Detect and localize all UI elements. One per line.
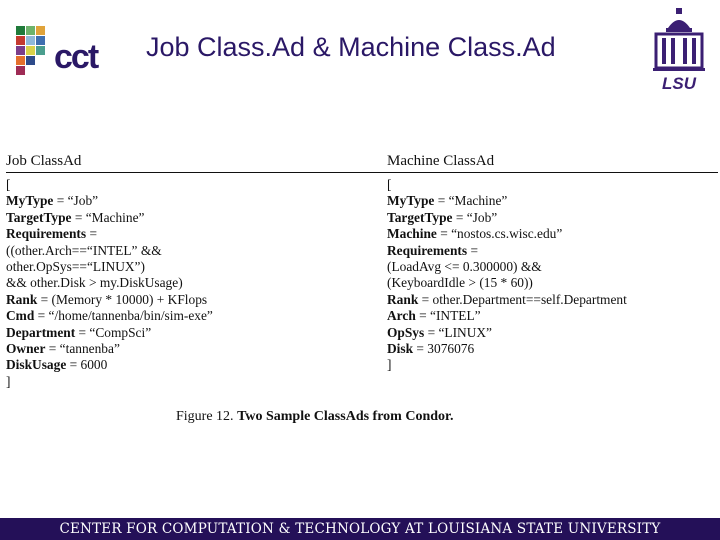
job-line xyxy=(6,357,384,373)
machine-attribute-value: = “LINUX” xyxy=(424,324,493,340)
machine-line xyxy=(387,275,717,291)
machine-line xyxy=(387,357,717,373)
machine-line xyxy=(387,210,717,226)
job-attribute-value: && other.Disk > my.DiskUsage) xyxy=(6,275,183,291)
machine-attribute-value: = “Job” xyxy=(452,209,498,225)
machine-line xyxy=(387,292,717,308)
machine-line xyxy=(387,177,717,193)
machine-attribute-value: = 3076076 xyxy=(413,340,475,356)
job-line xyxy=(6,325,384,341)
machine-attribute-value: = “INTEL” xyxy=(415,308,481,324)
machine-classad-heading: Machine ClassAd xyxy=(387,153,495,169)
job-line xyxy=(6,243,384,259)
job-attribute-value: = “CompSci” xyxy=(75,324,152,340)
job-classad-heading: Job ClassAd xyxy=(6,153,82,169)
job-attribute-name: Rank xyxy=(6,291,38,307)
job-classad-code xyxy=(6,177,384,390)
job-attribute-value: [ xyxy=(6,177,11,192)
machine-line xyxy=(387,308,717,324)
job-attribute-name: Owner xyxy=(6,340,46,356)
cct-logo xyxy=(14,24,126,82)
job-attribute-value: = “Machine” xyxy=(71,209,145,225)
job-line xyxy=(6,177,384,193)
machine-attribute-value: = “Machine” xyxy=(434,193,508,209)
footer-text: CENTER FOR COMPUTATION & TECHNOLOGY AT LOUISIANA STATE UNIVERSITY xyxy=(59,521,661,537)
machine-attribute-value: = “nostos.cs.wisc.edu” xyxy=(436,226,563,242)
job-attribute-value: = “tannenba” xyxy=(45,340,120,356)
machine-attribute-name: OpSys xyxy=(387,324,425,340)
machine-classad-code xyxy=(387,177,717,374)
job-attribute-value: = “/home/tannenba/bin/sim-exe” xyxy=(34,308,213,324)
machine-attribute-value: [ xyxy=(387,177,392,192)
machine-attribute-name: Arch xyxy=(387,308,416,324)
job-line xyxy=(6,226,384,242)
machine-attribute-name: Requirements xyxy=(387,242,468,258)
job-line xyxy=(6,341,384,357)
job-attribute-name: Department xyxy=(6,324,76,340)
machine-attribute-name: Rank xyxy=(387,291,419,307)
lsu-logo-text: LSU xyxy=(662,74,696,92)
slide-header xyxy=(0,0,720,100)
job-line xyxy=(6,292,384,308)
job-line xyxy=(6,275,384,291)
machine-line xyxy=(387,226,717,242)
job-line xyxy=(6,193,384,209)
machine-attribute-name: TargetType xyxy=(387,209,453,225)
machine-attribute-value: = other.Department==self.Department xyxy=(418,291,627,307)
job-line xyxy=(6,259,384,275)
job-attribute-value: = “Job” xyxy=(53,193,99,209)
job-attribute-value: = (Memory * 10000) + KFlops xyxy=(37,291,208,307)
machine-attribute-name: Disk xyxy=(387,340,414,356)
machine-line xyxy=(387,325,717,341)
machine-line xyxy=(387,193,717,209)
figure-caption-text: Two Sample ClassAds from Condor. xyxy=(237,409,454,424)
page-title: Job Class.Ad & Machine Class.Ad xyxy=(146,32,556,62)
machine-attribute-value: ] xyxy=(387,357,392,373)
machine-attribute-value: = xyxy=(467,242,478,258)
job-attribute-value: = xyxy=(86,226,97,242)
job-attribute-value: ((other.Arch==“INTEL” && xyxy=(6,242,162,258)
machine-attribute-name: MyType xyxy=(387,193,435,209)
job-classad-panel xyxy=(6,150,384,390)
machine-attribute-name: Machine xyxy=(387,226,437,242)
job-attribute-name: TargetType xyxy=(6,209,72,225)
machine-attribute-value: (LoadAvg <= 0.300000) && xyxy=(387,258,542,274)
job-attribute-name: DiskUsage xyxy=(6,357,67,373)
machine-attribute-value: (KeyboardIdle > (15 * 60)) xyxy=(387,275,533,291)
job-line xyxy=(6,210,384,226)
footer-bar xyxy=(0,518,720,540)
job-attribute-value: = 6000 xyxy=(66,357,108,373)
job-attribute-value: ] xyxy=(6,373,11,389)
machine-line xyxy=(387,243,717,259)
machine-line xyxy=(387,259,717,275)
figure-caption xyxy=(176,409,453,425)
figure-number: Figure 12. xyxy=(176,409,234,424)
job-line xyxy=(6,374,384,390)
cct-logo-text: cct xyxy=(54,38,98,76)
job-attribute-name: MyType xyxy=(6,193,54,209)
job-attribute-value: other.OpSys==“LINUX”) xyxy=(6,258,145,274)
machine-classad-panel xyxy=(387,150,717,374)
job-attribute-name: Requirements xyxy=(6,226,87,242)
lsu-logo xyxy=(650,6,708,92)
job-attribute-name: Cmd xyxy=(6,308,35,324)
job-line xyxy=(6,308,384,324)
machine-line xyxy=(387,341,717,357)
